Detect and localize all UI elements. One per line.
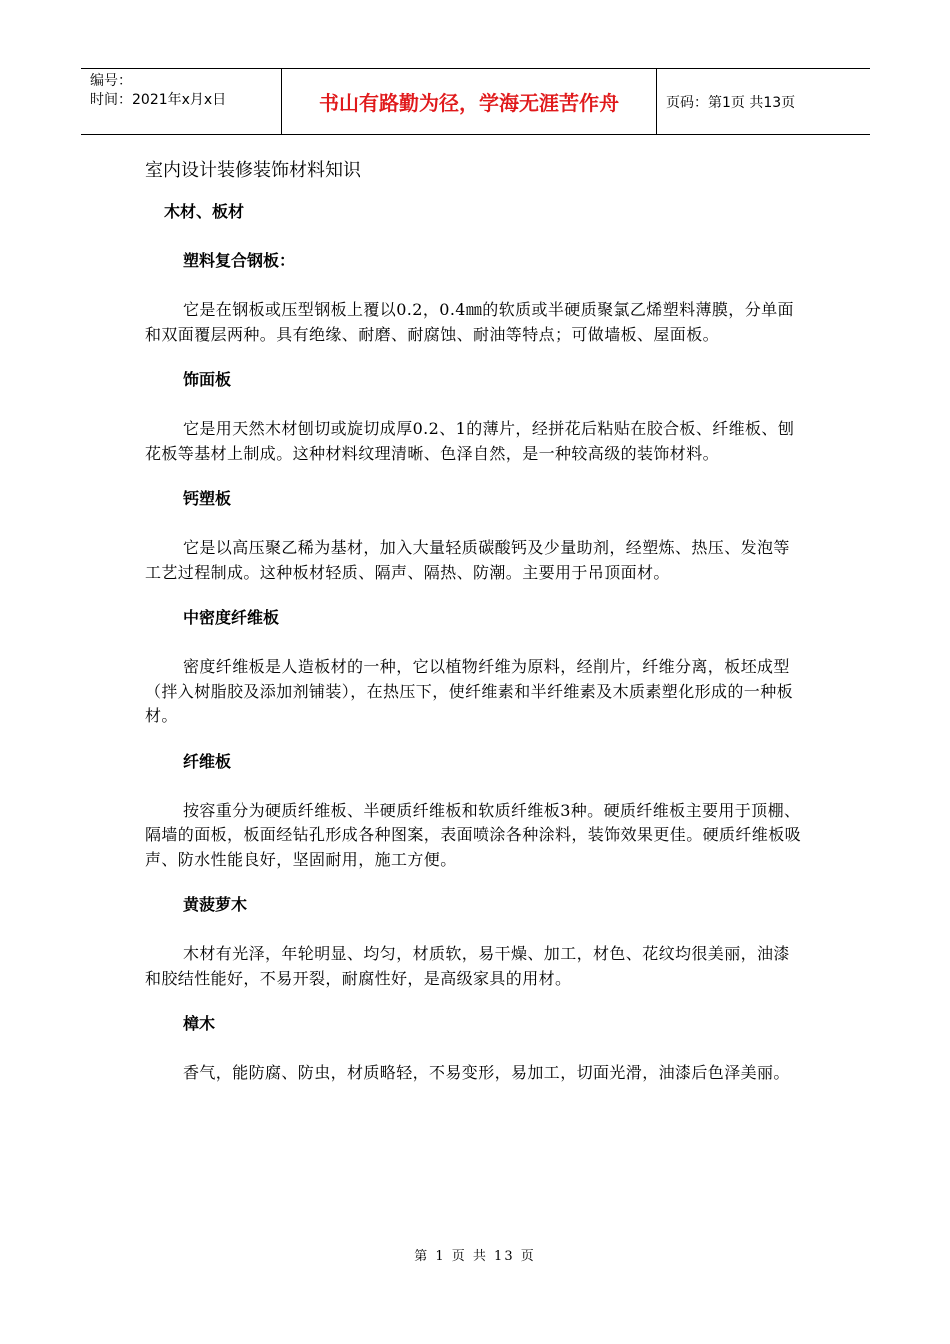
section-paragraph: 按容重分为硬质纤维板、半硬质纤维板和软质纤维板3种。硬质纤维板主要用于顶棚、隔墙的面板，板面经钻孔形成各种图案，表面喷涂各种涂料，装饰效果更佳。硬质纤维板吸声、防水性能良好，坚固耐用，施工方便。: [145, 800, 802, 869]
section-heading: 塑料复合钢板：: [183, 251, 296, 270]
section-paragraph: 它是用天然木材刨切或旋切成厚0.2、1的薄片，经拼花后粘贴在胶合板、纤维板、刨花板等基材上制成。这种材料纹理清晰、色泽自然，是一种较高级的装饰材料。: [145, 419, 795, 463]
section-paragraph: 它是以高压聚乙稀为基材，加入大量轻质碳酸钙及少量助剂，经塑炼、热压、发泡等工艺过程制成。这种板材轻质、隔声、隔热、防潮。主要用于吊顶面材。: [145, 538, 790, 582]
section-heading: 黄菠萝木: [183, 895, 248, 914]
section-heading: 中密度纤维板: [183, 608, 280, 627]
section-heading: 樟木: [183, 1014, 216, 1033]
document-title: 室内设计装修装饰材料知识: [145, 160, 361, 181]
section-paragraph: 密度纤维板是人造板材的一种，它以植物纤维为原料，经削片，纤维分离，板坯成型（拌入树脂胶及添加剂铺装），在热压下，使纤维素和半纤维素及木质素塑化形成的一种板材。: [145, 657, 794, 725]
section-paragraph: 它是在钢板或压型钢板上覆以0.2，0.4㎜的软质或半硬质聚氯乙烯塑料薄膜，分单面和双面覆层两种。具有绝缘、耐磨、耐腐蚀、耐油等特点；可做墙板、屋面板。: [145, 300, 794, 344]
document-body: [145, 155, 805, 1107]
doc-number-label: 编号：: [90, 73, 132, 89]
header-page-info: 页码：第1页 共13页: [666, 94, 796, 111]
section-paragraph: 木材有光泽，年轮明显、均匀，材质软，易干燥、加工，材色、花纹均很美丽，油漆和胶结性能好，不易开裂，耐腐性好，是高级家具的用材。: [145, 944, 790, 988]
page-header: [81, 68, 870, 135]
page-footer: 第 1 页 共 13 页: [414, 1249, 536, 1264]
section-paragraph: 香气，能防腐、防虫，材质略轻，不易变形，易加工，切面光滑，油漆后色泽美丽。: [183, 1063, 790, 1082]
category-heading: 木材、板材: [164, 202, 245, 221]
section-heading: 饰面板: [183, 370, 232, 389]
doc-date-label: 时间：2021年x月x日: [90, 92, 227, 108]
section-heading: 纤维板: [183, 751, 232, 771]
section-heading: 钙塑板: [183, 489, 232, 508]
header-motto: 书山有路勤为径，学海无涯苦作舟: [281, 69, 657, 134]
header-meta: [81, 69, 281, 134]
